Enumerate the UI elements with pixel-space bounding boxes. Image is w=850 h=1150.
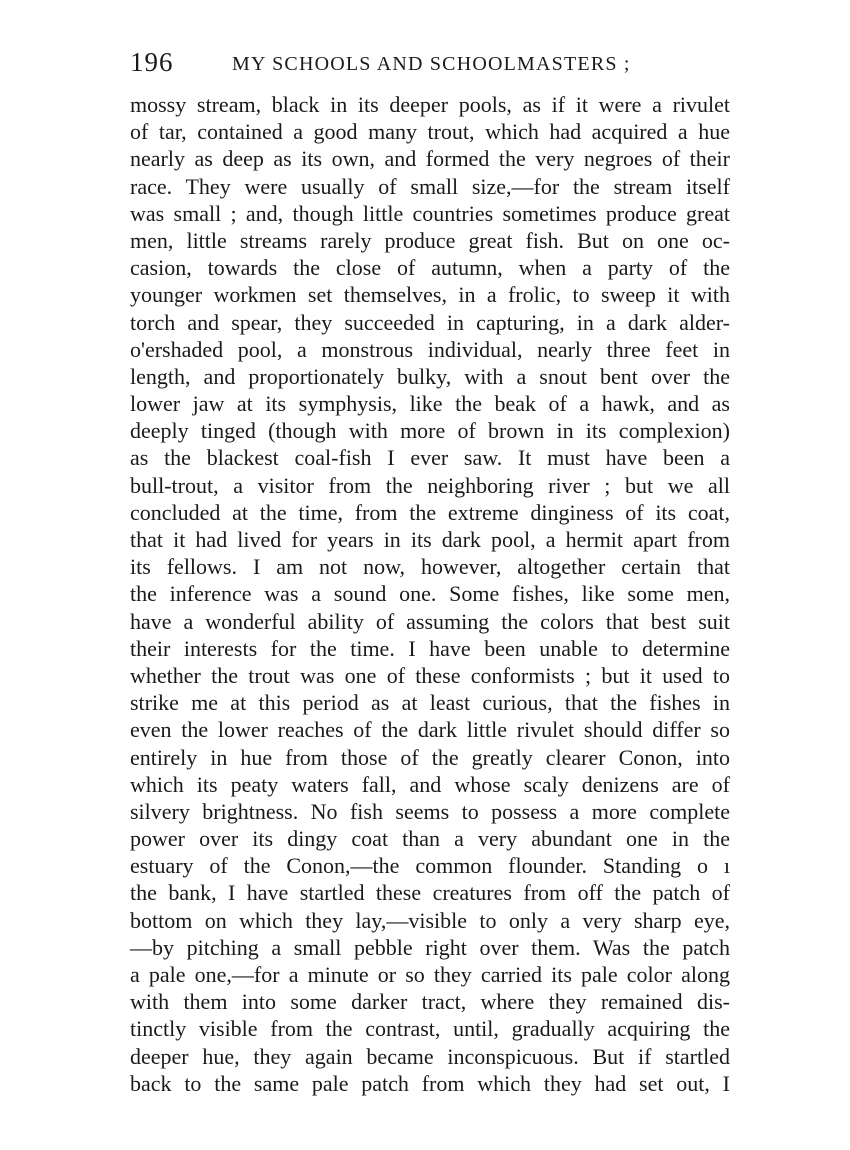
text-line: estuary of the Conon,—the common flounder. Standing o ı xyxy=(130,853,730,879)
text-line: lower jaw at its symphysis, like the beak of a hawk, and as xyxy=(130,391,730,417)
text-line: o'ershaded pool, a monstrous individual, nearly three feet in xyxy=(130,336,730,362)
text-line: was small ; and, though little countries sometimes produce great xyxy=(130,200,730,226)
text-line: of tar, contained a good many trout, which had acquired a hue xyxy=(130,119,730,145)
text-line: bottom on which they lay,—visible to only a very sharp eye, xyxy=(130,907,730,933)
text-line: race. They were usually of small size,—for the stream itself xyxy=(130,173,730,199)
text-line: power over its dingy coat than a very abundant one in the xyxy=(130,826,730,852)
text-line: —by pitching a small pebble right over them. Was the patch xyxy=(130,934,730,960)
text-line: torch and spear, they succeeded in capturing, in a dark alder- xyxy=(130,309,730,335)
text-line: as the blackest coal-fish I ever saw. It must have been a xyxy=(130,445,730,471)
text-line: their interests for the time. I have been unable to determine xyxy=(130,635,730,661)
text-line: silvery brightness. No fish seems to possess a more complete xyxy=(130,798,730,824)
text-line: back to the same pale patch from which they had set out, I xyxy=(130,1070,730,1096)
running-title: MY SCHOOLS AND SCHOOLMASTERS ; xyxy=(232,53,631,75)
body-text xyxy=(130,91,730,1097)
text-line: tinctly visible from the contrast, until, gradually acquiring the xyxy=(130,1016,730,1042)
text-line: whether the trout was one of these conformists ; but it used to xyxy=(130,662,730,688)
page-number: 196 xyxy=(130,47,174,77)
page-header xyxy=(130,44,726,80)
text-line: that it had lived for years in its dark pool, a hermit apart from xyxy=(130,527,730,552)
text-line: have a wonderful ability of assuming the colors that best suit xyxy=(130,608,730,634)
text-line: the inference was a sound one. Some fishes, like some men, xyxy=(130,581,730,607)
text-line: even the lower reaches of the dark little rivulet should differ so xyxy=(130,717,730,743)
text-line: with them into some darker tract, where they remained dis- xyxy=(130,989,730,1015)
text-line: which its peaty waters fall, and whose scaly denizens are of xyxy=(130,771,730,797)
text-line: mossy stream, black in its deeper pools, as if it were a rivulet xyxy=(130,92,730,117)
text-line: deeply tinged (though with more of brown in its complexion) xyxy=(130,418,730,444)
text-line: concluded at the time, from the extreme dinginess of its coat, xyxy=(130,499,730,525)
text-line: younger workmen set themselves, in a frolic, to sweep it with xyxy=(130,282,730,308)
text-line: length, and proportionately bulky, with a snout bent over the xyxy=(130,363,730,389)
text-line: entirely in hue from those of the greatly clearer Conon, into xyxy=(130,744,730,770)
text-line: casion, towards the close of autumn, when a party of the xyxy=(130,255,730,281)
text-line: its fellows. I am not now, however, altogether certain that xyxy=(130,554,730,580)
text-line: the bank, I have startled these creatures from off the patch of xyxy=(130,880,730,906)
text-line: bull-trout, a visitor from the neighboring river ; but we all xyxy=(130,472,730,498)
text-line: strike me at this period as at least curious, that the fishes in xyxy=(130,690,730,716)
text-line: a pale one,—for a minute or so they carried its pale color along xyxy=(130,962,730,987)
text-line: deeper hue, they again became inconspicuous. But if startled xyxy=(130,1043,730,1069)
text-line: men, little streams rarely produce great fish. But on one oc- xyxy=(130,227,730,253)
text-line: nearly as deep as its own, and formed the very negroes of their xyxy=(130,146,730,172)
